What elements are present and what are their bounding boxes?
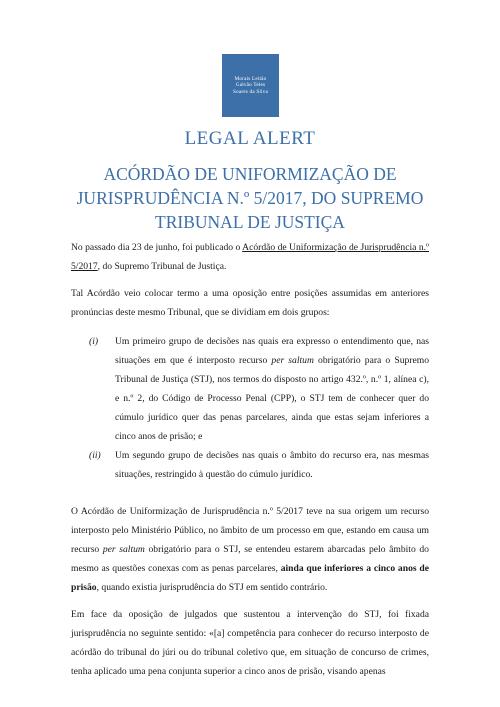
paragraph-origin [71,502,429,597]
logo-line-2: Galvão Teles [235,82,266,89]
firm-logo [222,54,279,117]
paragraph-text-italic: per saltum [102,544,145,555]
list-item-text-part: obrigatório para o Supremo Tribunal de Justiça (STJ), nos termos do disposto no artigo 432.º, n.º 1, alínea c), e n.º 2, do Código de Processo Penal (CPP), o STJ tem de conhecer quer do cúmulo jurídico quer das penas parcelares, ainda que estas sejam inferiores a cinco anos de prisão; e [115,355,430,442]
list-item [71,446,429,484]
acordao-link[interactable]: Acórdão de Uniformização de Jurisprudência n.º 5/2017 [71,242,429,272]
list-item [71,332,429,446]
legal-alert-heading: LEGAL ALERT [184,128,316,149]
paragraph-jurisprudence: Em face da oposição de julgados que sustentou a intervenção do STJ, foi fixada jurisprudência no seguinte sentido: «[a] competência para conhecer do recurso interposto de acórdão do tribunal do júri ou do tribunal coletivo que, em situação de concurso de crimes, tenha aplicado uma pena conjunta superior a cinco anos de prisão, visando apenas [71,609,429,677]
title-line-1: ACÓRDÃO DE UNIFORMIZAÇÃO DE [103,164,397,184]
document-body [71,238,429,681]
decision-groups-list [71,332,429,484]
paragraph-text: No passado dia 23 de junho, foi publicado o [71,242,243,253]
paragraph-opposition: Tal Acórdão veio colocar termo a uma oposição entre posições assumidas em anteriores pronúncias deste mesmo Tribunal, que se dividiam em dois grupos: [71,288,429,318]
title-line-2: JURISPRUDÊNCIA N.º 5/2017, DO SUPREMO [76,188,424,208]
paragraph-publication [71,238,429,276]
title-line-3: TRIBUNAL DE JUSTIÇA [155,212,345,232]
list-item-text-part: Um segundo grupo de decisões nas quais o âmbito do recurso era, nas mesmas situações, restringido à questão do cúmulo jurídico. [115,450,429,480]
list-item-number: (ii) [89,450,101,461]
paragraph-text: obrigatório para o STJ, se entendeu estarem abarcadas pelo âmbito do mesmo as questões conexas com as penas parcelares, [71,544,429,574]
document-title [60,162,440,234]
paragraph-text: O Acórdão de Uniformização de Jurisprudência n.º 5/2017 teve na sua origem um recurso interposto pelo Ministério Público, no âmbito de um processo em que, estando em causa um recurso [71,506,429,555]
paragraph-text-bold: ainda que inferiores a cinco anos de prisão [71,563,429,593]
paragraph-text: , quando existia jurisprudência do STJ em sentido contrário. [96,582,328,593]
list-item-text [115,332,429,446]
logo-line-1: Morais Leitão [234,75,267,82]
paragraph-text: , do Supremo Tribunal de Justiça. [97,261,227,272]
list-item-number: (i) [89,336,99,347]
logo-line-3: Soares da Silva [233,88,268,95]
list-item-text [115,446,429,484]
list-item-text-part: Um primeiro grupo de decisões nas quais era expresso o entendimento que, nas situações em que é interposto recurso [115,336,429,366]
list-item-text-italic: per saltum [271,355,314,366]
